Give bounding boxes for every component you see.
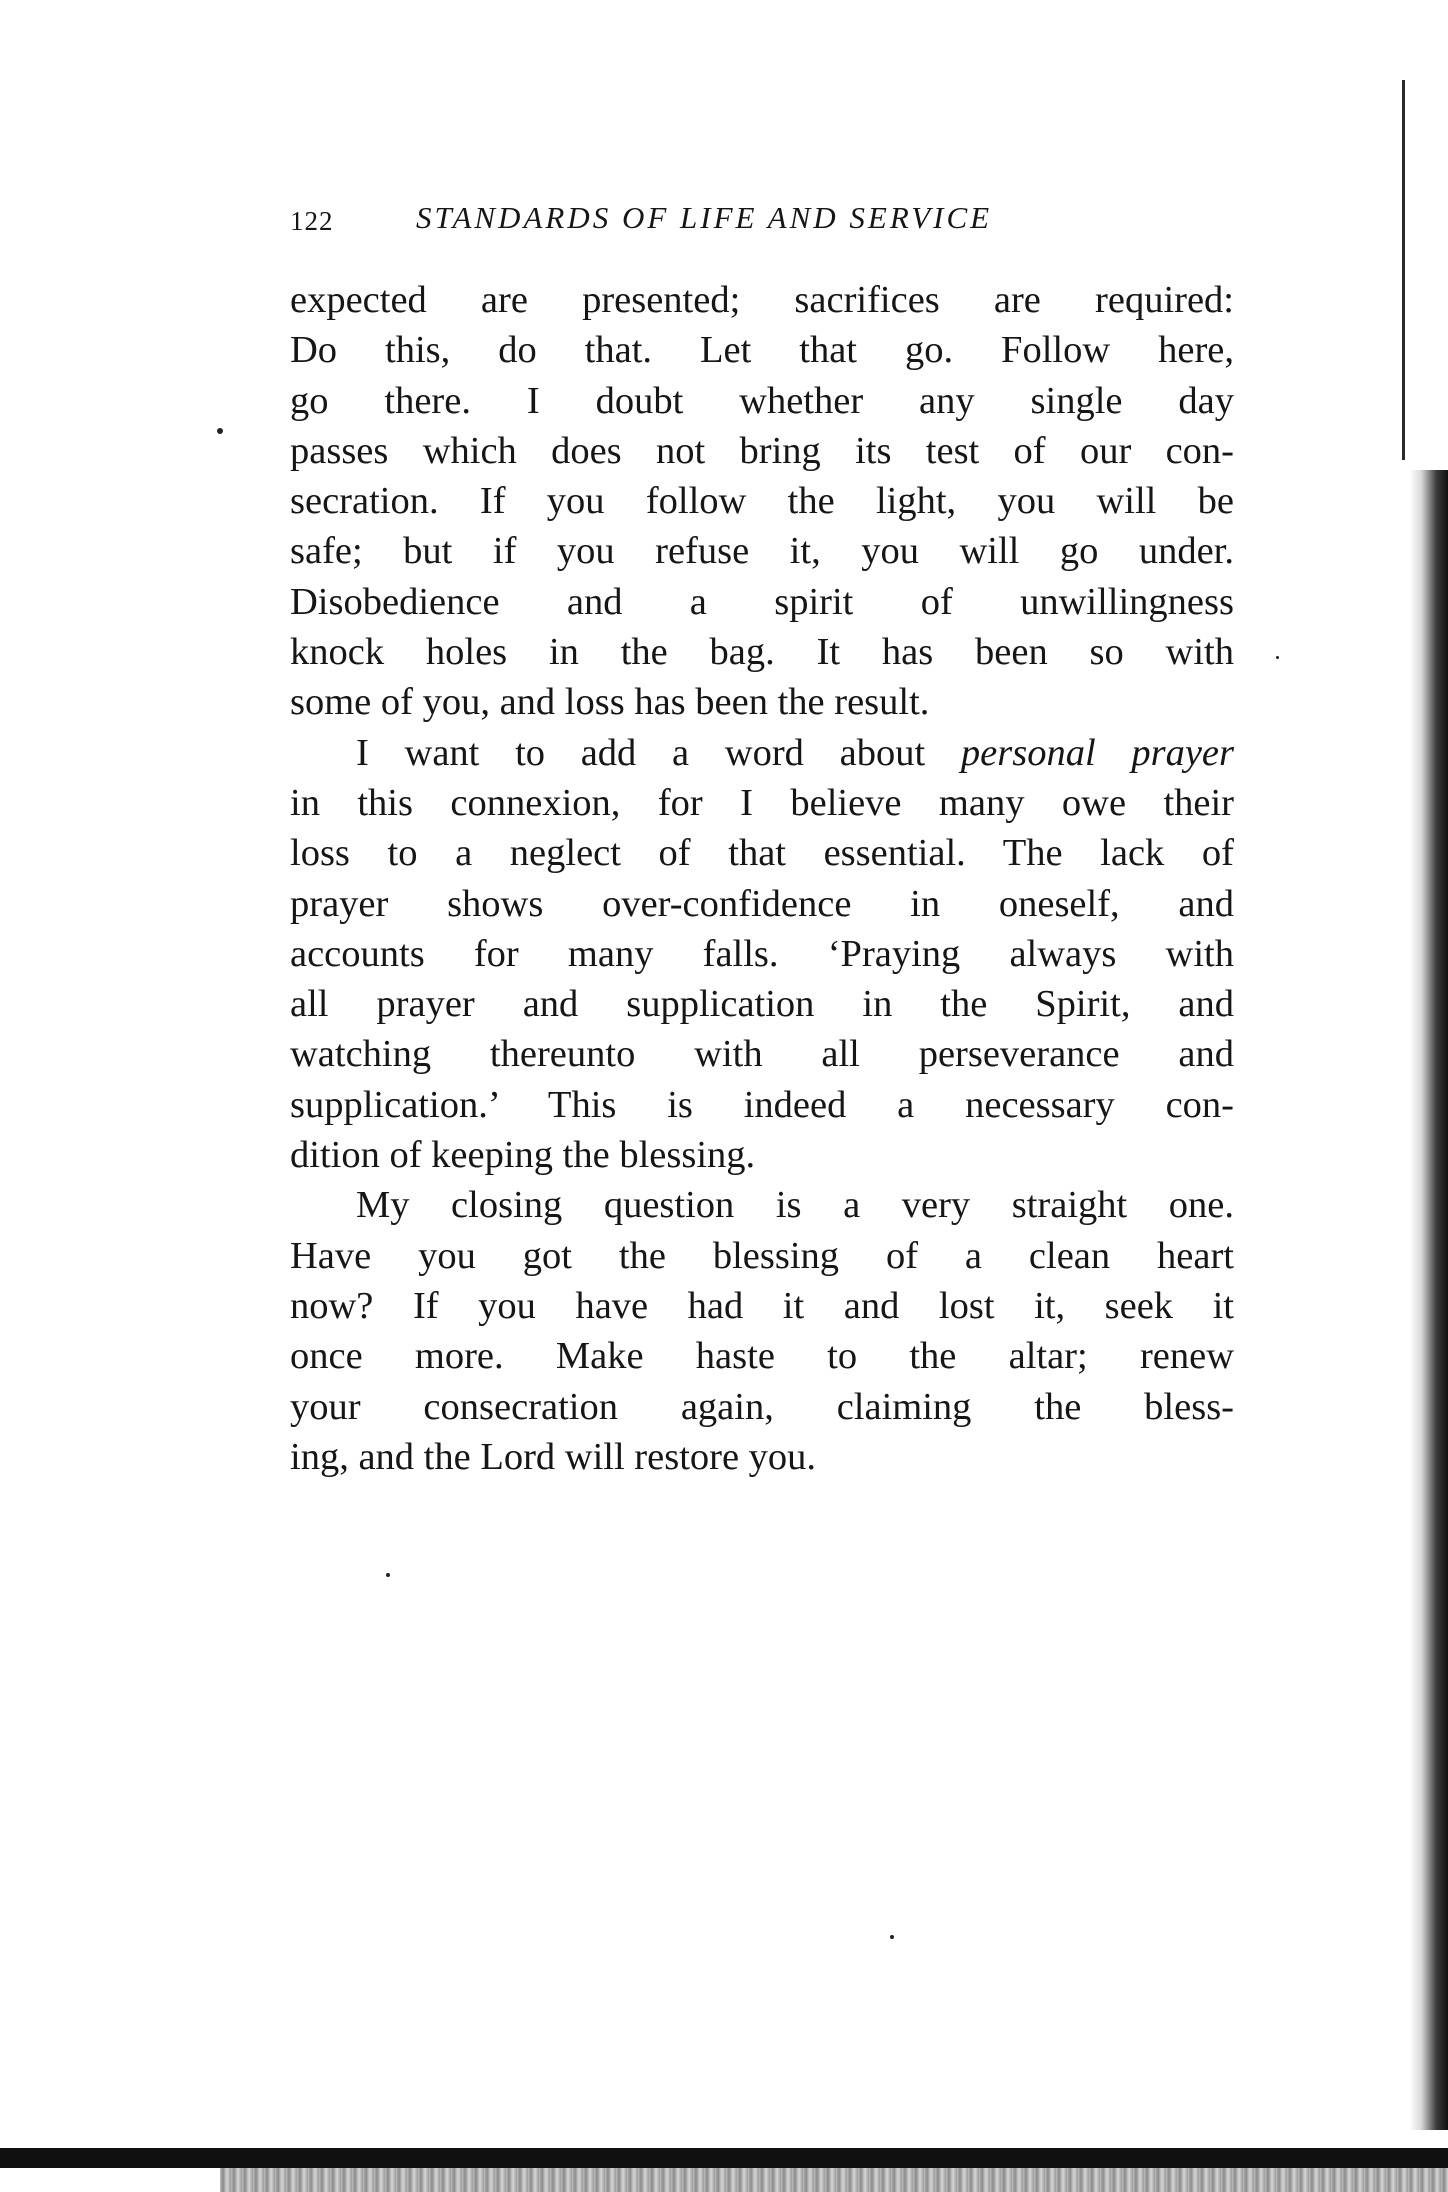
text-line: watching thereunto with all perseverance and — [290, 1033, 1234, 1076]
text-line: accounts for many falls. ‘Praying always with — [290, 932, 1234, 975]
text-line: all prayer and supplication in the Spirit, and — [290, 983, 1234, 1026]
page-number: 122 — [290, 206, 334, 236]
text-line: some of you, and loss has been the result. — [290, 681, 930, 724]
text-line — [290, 728, 1234, 778]
text-line: Do this, do that. Let that go. Follow here, — [290, 329, 1234, 372]
text-line: prayer shows over-confidence in oneself, and — [290, 882, 1234, 925]
text-line: your consecration again, claiming the bless- — [290, 1385, 1234, 1428]
text-line: dition of keeping the blessing. — [290, 1134, 756, 1177]
page-gutter-shadow — [1410, 470, 1448, 2130]
paragraph-2 — [290, 728, 1234, 1181]
text-line: in this connexion, for I believe many owe their — [290, 781, 1234, 824]
body-text — [290, 275, 1234, 1482]
text-line: Have you got the blessing of a clean heart — [290, 1234, 1234, 1277]
text-line: expected are presented; sacrifices are required: — [290, 279, 1234, 321]
text-line: once more. Make haste to the altar; renew — [290, 1335, 1234, 1378]
scan-speck — [386, 1573, 390, 1577]
text-line: passes which does not bring its test of our con- — [290, 429, 1234, 472]
text-line: now? If you have had it and lost it, seek it — [290, 1284, 1234, 1327]
text-line: ing, and the Lord will restore you. — [290, 1435, 817, 1478]
scan-bottom-noise — [220, 2168, 1448, 2192]
paragraph-3 — [290, 1180, 1234, 1482]
scan-edge-shadow — [1402, 80, 1405, 460]
text-line: secration. If you follow the light, you will be — [290, 480, 1234, 523]
text-run: I want to add a word about — [356, 731, 961, 774]
scan-bottom-edge — [0, 2148, 1448, 2168]
text-line: supplication.’ This is indeed a necessary con- — [290, 1083, 1234, 1126]
running-title: STANDARDS OF LIFE AND SERVICE — [416, 200, 993, 235]
paragraph-1 — [290, 275, 1234, 728]
running-head — [290, 200, 1250, 248]
scan-speck — [1276, 656, 1279, 659]
scan-speck — [890, 1935, 894, 1939]
emphasis-text: personal prayer — [960, 731, 1234, 774]
text-line: My closing question is a very straight one. — [356, 1184, 1234, 1227]
text-line: go there. I doubt whether any single day — [290, 379, 1234, 422]
scan-speck — [217, 428, 223, 434]
text-line: knock holes in the bag. It has been so with — [290, 631, 1234, 674]
text-line: Disobedience and a spirit of unwillingness — [290, 580, 1234, 623]
text-line: loss to a neglect of that essential. The lack of — [290, 832, 1234, 875]
text-line: safe; but if you refuse it, you will go under. — [290, 530, 1234, 573]
